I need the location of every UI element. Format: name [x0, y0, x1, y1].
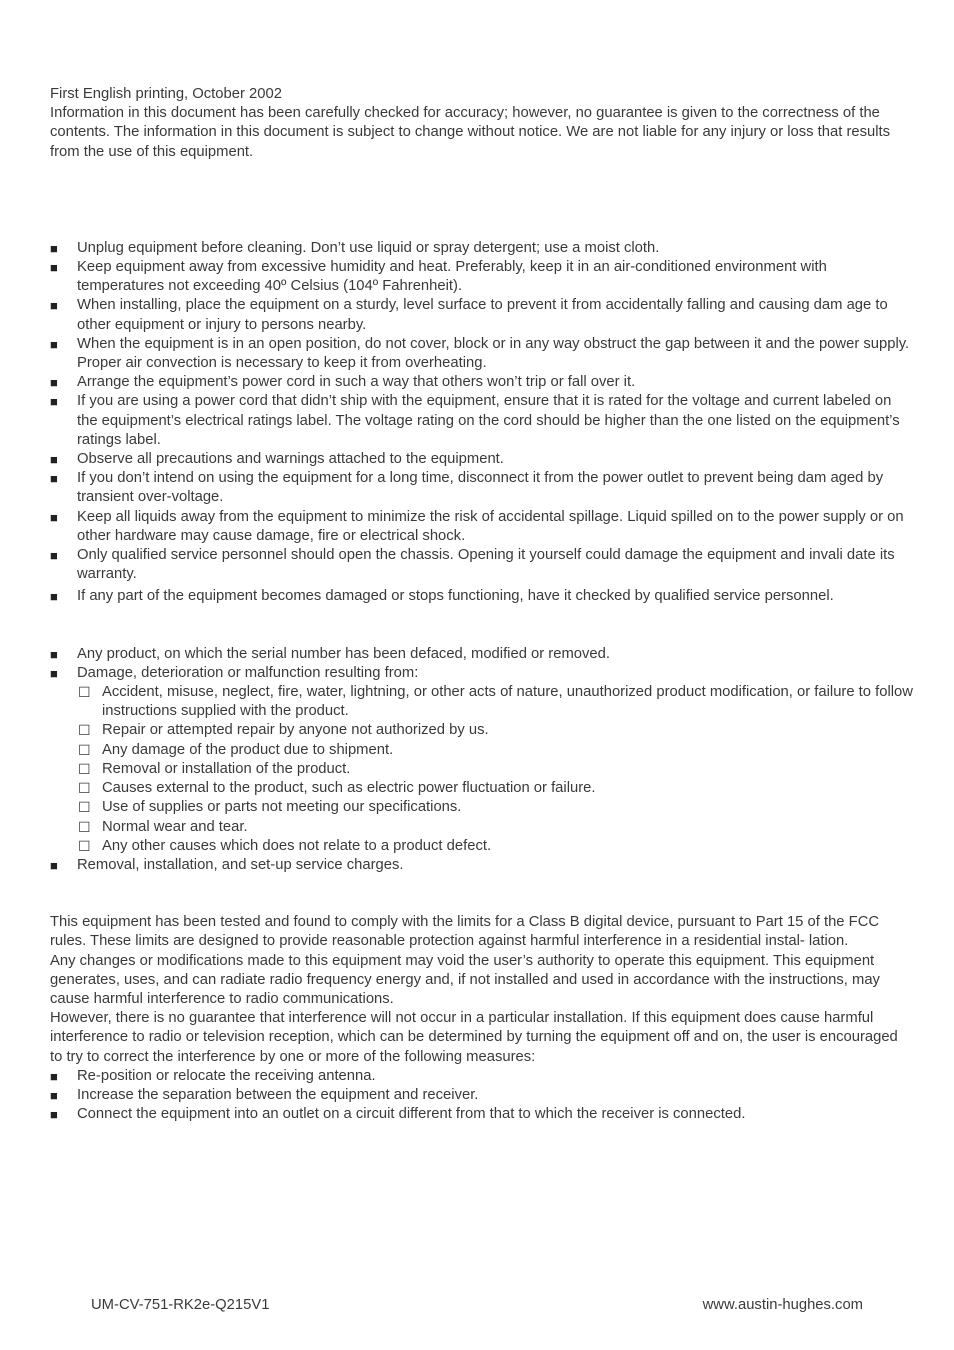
- square-bullet-icon: ■: [50, 375, 58, 391]
- list-item: ☐ Causes external to the product, such as electric power fluctuation or failure.: [78, 779, 914, 798]
- warranty-list: [50, 645, 914, 683]
- document-code: UM-CV-751-RK2e-Q215V1: [91, 1297, 270, 1313]
- list-item: ■ Connect the equipment into an outlet on a circuit different from that to which the receiver is connected.: [50, 1105, 914, 1124]
- square-bullet-icon: ■: [50, 298, 58, 314]
- warranty-list-end: [50, 856, 914, 875]
- disclaimer-paragraph: Information in this document has been carefully checked for accuracy; however, no guarantee is given to the correctness of the contents. The information in this document is subject to change without notice. We are not liable for any injury or loss that results from the use of this equipment.: [50, 105, 891, 160]
- square-bullet-icon: ■: [50, 1107, 58, 1123]
- list-item: ■ Arrange the equipment’s power cord in such a way that others won’t trip or fall over it.: [50, 373, 914, 392]
- safety-list: [50, 239, 914, 607]
- list-item: ■ Removal, installation, and set-up service charges.: [50, 856, 914, 875]
- list-item: ■ If you are using a power cord that didn’t ship with the equipment, ensure that it is rated for the voltage and current labeled on the equipment’s electrical ratings label. The voltage rating on the cord should be higher than the one listed on the equipment’s ratings label.: [50, 393, 900, 448]
- list-item: ■ Keep all liquids away from the equipment to minimize the risk of accidental spillage. Liquid spilled on to the power supply or on other hardware may cause damage, fire or electrical shock.: [50, 508, 904, 544]
- printing-line: First English printing, October 2002: [50, 86, 282, 102]
- square-bullet-icon: ■: [50, 336, 58, 352]
- page-footer: [91, 1296, 863, 1315]
- checkbox-icon: ☐: [78, 818, 91, 835]
- list-item: ☐ Any other causes which does not relate to a product defect.: [78, 837, 914, 856]
- square-bullet-icon: ■: [50, 1087, 58, 1103]
- square-bullet-icon: ■: [50, 548, 58, 564]
- checkbox-icon: ☐: [78, 780, 91, 797]
- fcc-paragraph-2: Any changes or modifications made to this equipment may void the user’s authority to operate this equipment. This equipment generates, uses, and can radiate radio frequency energy and, if not installed and used in accordance with the instructions, may cause harmful interference to radio communications.: [50, 952, 880, 1007]
- fcc-paragraph-3: However, there is no guarantee that interference will not occur in a particular installation. If this equipment does cause harmful interference to radio or television reception, which can be determined by turning the equipment off and on, the user is encouraged to try to correct the interference by one or more of the following measures:: [50, 1010, 898, 1065]
- list-item: ☐ Use of supplies or parts not meeting our specifications.: [78, 798, 914, 817]
- checkbox-icon: ☐: [78, 684, 91, 701]
- list-item: ■ Only qualified service personnel should open the chassis. Opening it yourself could damage the equipment and invali date its warranty.: [50, 547, 895, 583]
- fcc-measures-list: [50, 1067, 914, 1125]
- checkbox-icon: ☐: [78, 799, 91, 816]
- square-bullet-icon: ■: [50, 589, 58, 605]
- fcc-section: [50, 913, 914, 1124]
- square-bullet-icon: ■: [50, 857, 58, 873]
- square-bullet-icon: ■: [50, 665, 58, 681]
- square-bullet-icon: ■: [50, 452, 58, 468]
- list-item: ☐ Accident, misuse, neglect, fire, water, lightning, or other acts of nature, unauthorized product modification, or failure to follow instructions supplied with the product.: [78, 684, 913, 720]
- square-bullet-icon: ■: [50, 394, 58, 410]
- checkbox-icon: ☐: [78, 760, 91, 777]
- checkbox-icon: ☐: [78, 722, 91, 739]
- square-bullet-icon: ■: [50, 646, 58, 662]
- square-bullet-icon: ■: [50, 260, 58, 276]
- list-item: ■ Re-position or relocate the receiving antenna.: [50, 1067, 914, 1086]
- list-item: ■ If any part of the equipment becomes damaged or stops functioning, have it checked by qualified service personnel.: [50, 587, 914, 606]
- list-item: ■ Unplug equipment before cleaning. Don’t use liquid or spray detergent; use a moist cloth.: [50, 239, 914, 258]
- list-item: ■ If you don’t intend on using the equipment for a long time, disconnect it from the power outlet to prevent being dam aged by transient over-voltage.: [50, 470, 884, 506]
- list-item: ☐ Any damage of the product due to shipment.: [78, 741, 914, 760]
- checkbox-icon: ☐: [78, 741, 91, 758]
- warranty-sublist: [50, 683, 914, 856]
- fcc-paragraph-1: This equipment has been tested and found to comply with the limits for a Class B digital device, pursuant to Part 15 of the FCC rules. These limits are designed to provide reasonable protection against harmful interference in a residential instal- lation.: [50, 914, 880, 950]
- list-item: ■ When the equipment is in an open position, do not cover, block or in any way obstruct the gap between it and the power supply. Proper air convection is necessary to keep it from overheating.: [50, 335, 910, 372]
- list-item: ■ When installing, place the equipment on a sturdy, level surface to prevent it from accidentally falling and causing dam age to other equipment or injury to persons nearby.: [50, 297, 888, 333]
- list-item: ☐ Repair or attempted repair by anyone not authorized by us.: [78, 721, 914, 740]
- warranty-exclusions-section: [50, 645, 914, 875]
- safety-section: [50, 239, 914, 607]
- checkbox-icon: ☐: [78, 837, 91, 854]
- square-bullet-icon: ■: [50, 1068, 58, 1084]
- list-item: ■ Damage, deterioration or malfunction resulting from:: [50, 664, 914, 683]
- list-item: ■ Keep equipment away from excessive humidity and heat. Preferably, keep it in an air-conditioned environment with temperatures not exceeding 40º Celsius (104º Fahrenheit).: [50, 259, 827, 295]
- list-item: ■ Observe all precautions and warnings attached to the equipment.: [50, 450, 914, 469]
- list-item: ■ Increase the separation between the equipment and receiver.: [50, 1086, 914, 1105]
- list-item: ■ Any product, on which the serial number has been defaced, modified or removed.: [50, 645, 914, 664]
- document-page: [50, 85, 914, 1124]
- square-bullet-icon: ■: [50, 471, 58, 487]
- website-url: www.austin-hughes.com: [702, 1297, 863, 1313]
- list-item: ☐ Normal wear and tear.: [78, 818, 914, 837]
- intro-section: [50, 85, 914, 162]
- square-bullet-icon: ■: [50, 240, 58, 256]
- square-bullet-icon: ■: [50, 509, 58, 525]
- list-item: ☐ Removal or installation of the product.: [78, 760, 914, 779]
